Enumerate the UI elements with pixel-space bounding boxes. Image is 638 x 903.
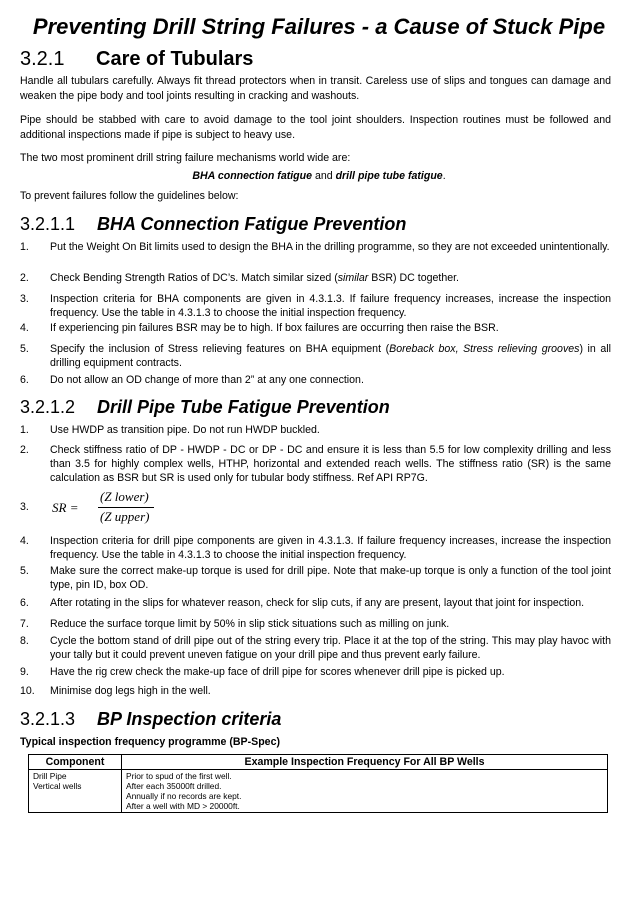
list-item: 2. Check stiffness ratio of DP - HWDP - DC or DP - DC and ensure it is less than 5.5 for low complexity drilling and less than 3.5 for highly complex wells, HTHP, horizontal and extended reach wells. The stiffness ratio (SR) is the same calculation as BSR but SR is used only for tubular body stiffness. Ref API RP7G. [20, 444, 611, 484]
intro-paragraph-3: The two most prominent drill string failure mechanisms world wide are: [20, 152, 351, 164]
list-item: 4. Inspection criteria for drill pipe components are given in 4.3.1.3. If failure frequency increases, increase the inspection frequency. Use the table in 4.3.1.3 to choose the initial inspection frequency. [20, 535, 611, 561]
section-heading [20, 48, 253, 71]
subsection-heading-bha [20, 214, 406, 235]
subsection-title: Drill Pipe Tube Fatigue Prevention [97, 397, 390, 417]
list-item: 9. Have the rig crew check the make-up face of drill pipe for scores whenever drill pipe is picked up. [20, 666, 505, 678]
list-item: 5. Make sure the correct make-up torque is used for drill pipe. Note that make-up torque is only a function of the tool joint type, pin ID, box OD. [20, 565, 611, 591]
list-item: 3. Inspection criteria for BHA components are given in 4.3.1.3. If failure frequency increases, increase the inspection frequency. Use the table in 4.3.1.3 to choose the initial inspection frequency. [20, 293, 611, 319]
mechanism-bha: BHA connection fatigue [192, 170, 313, 182]
formula-lhs: SR = [52, 500, 79, 515]
intro-paragraph-1: Handle all tubulars carefully. Always fit thread protectors when in transit. Careless use of slips and tongues can damage and weaken the pipe body and tool joints resulting in cracking and washouts. [20, 75, 611, 102]
mechanism-end: . [442, 170, 446, 182]
intro-paragraph-4: To prevent failures follow the guidelines below: [20, 190, 239, 202]
list-item: 8. Cycle the bottom stand of drill pipe out of the string every trip. Place it at the top of the string. This may play havoc with your tally but it could prevent uneven fatigue on your drill pipe and thus prevent early failure. [20, 635, 611, 661]
subsection-title: BP Inspection criteria [97, 709, 282, 729]
failure-mechanisms [0, 170, 638, 182]
table-row [29, 770, 608, 813]
table-header-component: Component [29, 755, 122, 770]
list-item: 1. Put the Weight On Bit limits used to design the BHA in the drilling programme, so they are not exceeded unintentionally. [20, 241, 610, 253]
mechanism-and: and [312, 170, 336, 182]
list-item: 6. After rotating in the slips for whatever reason, check for slip cuts, if any are present, layout that joint for inspection. [20, 597, 585, 609]
list-item: 7. Reduce the surface torque limit by 50% in slip stick situations such as milling on junk. [20, 618, 450, 630]
component-cell: Drill Pipe Vertical wells [29, 770, 122, 813]
page-title: Preventing Drill String Failures - a Cause of Stuck Pipe [32, 14, 606, 39]
subsection-number: 3.2.1.1 [20, 214, 76, 234]
list-item: 5. Specify the inclusion of Stress relieving features on BHA equipment (Boreback box, Stress relieving grooves) in all drilling equipment contracts. [20, 343, 611, 369]
formula-denominator: (Z upper) [100, 509, 150, 524]
stiffness-ratio-formula: 3. SR = (Z lower) (Z upper) [20, 489, 220, 529]
mechanism-drill-pipe: drill pipe tube fatigue [335, 170, 443, 182]
subsection-number: 3.2.1.2 [20, 397, 76, 417]
list-item: 6. Do not allow an OD change of more than 2” at any one connection. [20, 374, 364, 386]
inspection-table [28, 754, 608, 813]
fraction-bar [98, 507, 154, 508]
intro-paragraph-2: Pipe should be stabbed with care to avoid damage to the tool joint shoulders. Inspection routines must be followed and additional inspections made if pipe is subject to heavy use. [20, 114, 611, 141]
formula-numerator: (Z lower) [100, 489, 149, 504]
subsection-title: BHA Connection Fatigue Prevention [97, 214, 407, 234]
list-item: 4. If experiencing pin failures BSR may be to high. If box failures are occurring then raise the BSR. [20, 322, 499, 334]
list-item: 1. Use HWDP as transition pipe. Do not run HWDP buckled. [20, 424, 320, 436]
section-number: 3.2.1 [20, 48, 65, 70]
subsection-heading-drill-pipe [20, 397, 390, 418]
table-header-row [29, 755, 608, 770]
subsection-number: 3.2.1.3 [20, 709, 76, 729]
table-header-frequency: Example Inspection Frequency For All BP Wells [122, 755, 608, 770]
section-title: Care of Tubulars [96, 48, 254, 70]
frequency-cell: Prior to spud of the first well. After each 35000ft drilled. Annually if no records are kept. After a well with MD > 20000ft. [122, 770, 608, 813]
list-item: 10. Minimise dog legs high in the well. [20, 685, 211, 697]
subsection-heading-inspection [20, 709, 281, 730]
list-item: 2. Check Bending Strength Ratios of DC’s. Match similar sized (similar BSR) DC together. [20, 272, 460, 284]
table-caption: Typical inspection frequency programme (BP-Spec) [20, 736, 280, 748]
